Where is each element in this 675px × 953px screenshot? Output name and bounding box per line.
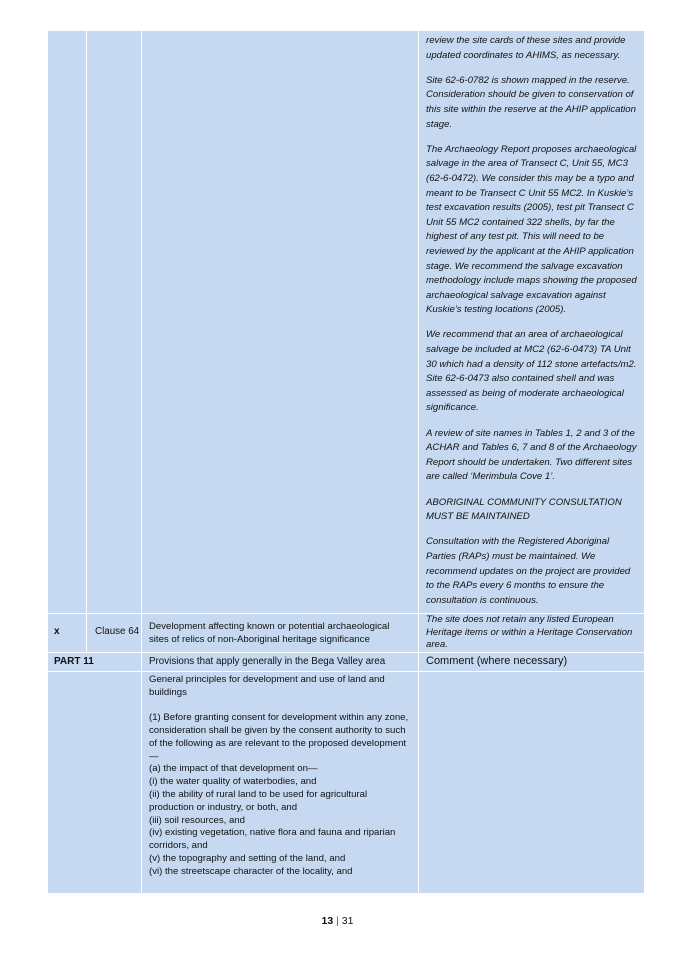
general-text-cell [142, 672, 418, 893]
clause64-mark: x [54, 626, 60, 637]
clause64-comment: The site does not retain any listed European Heritage items or within a Heritage Conservation area. [426, 614, 633, 651]
part11-description-cell [142, 653, 418, 671]
clause64-description-cell [142, 614, 418, 652]
part11-comment-header: Comment (where necessary) [426, 655, 568, 667]
page-separator: | [333, 915, 342, 927]
row-top-comment [419, 31, 644, 613]
page-footer [0, 915, 675, 927]
general-item: (vi) the streetscape character of the locality, and [149, 865, 353, 877]
clause64-description: Development affecting known or potential archaeological sites of relics of non-Aboriginal heritage significance [149, 621, 390, 645]
part11-label: PART 11 [54, 656, 94, 667]
clause64-mark-cell [48, 614, 86, 652]
general-comment-cell [419, 672, 644, 893]
row-top-col2 [87, 31, 141, 613]
general-item: (iv) existing vegetation, native flora and fauna and riparian corridors, and [149, 827, 396, 852]
comment-paragraph: We recommend that an area of archaeological salvage be included at MC2 (62-6-0473) TA Unit 30 which had a density of 112 stone artefacts/m2. Site 62-6-0473 also contained shell and was assessed as being of moderate archaeological significance. [426, 329, 637, 414]
row-top-col1 [48, 31, 86, 613]
general-text [149, 674, 413, 879]
part11-label-cell [48, 653, 141, 671]
clause64-clause-cell [87, 614, 141, 652]
general-left-cell [48, 672, 141, 893]
general-item: (ii) the ability of rural land to be used for agricultural production or industry, or both, and [149, 788, 368, 813]
general-heading: General principles for development and use of land and buildings [149, 674, 385, 698]
clause64-comment-cell [419, 614, 644, 652]
page-total: 31 [341, 915, 354, 927]
comment-paragraph: Consultation with the Registered Aboriginal Parties (RAPs) must be maintained. We recommend updates on the project are provided to the RAPs every 6 months to ensure the consultation is continuous. [426, 536, 631, 606]
general-item: (iii) soil resources, and [149, 814, 245, 826]
row-top-col3 [142, 31, 418, 613]
part11-comment-header-cell [419, 653, 644, 671]
clause64-clause: Clause 64 [95, 626, 140, 637]
comment-paragraph: A review of site names in Tables 1, 2 and 3 of the ACHAR and Tables 6, 7 and 8 of the Archaeology Report should be undertaken. Two different sites are called ‘Merimbula Cove 1’. [426, 427, 637, 483]
part11-description: Provisions that apply generally in the Bega Valley area [149, 656, 386, 667]
general-item: (a) the impact of that development on— [149, 763, 318, 775]
general-item: (i) the water quality of waterbodies, and [149, 776, 317, 788]
planning-table [48, 31, 644, 893]
comment-paragraph: The Archaeology Report proposes archaeological salvage in the area of Transect C, Unit 55, MC3 (62-6-0472). We consider this may be a typo and meant to be Transect C Unit 55 MC2. In Kuskie’s test excavation results (2005), test pit Transect C Unit 55 MC2 contained 322 shells, by far the highest of any test pit. This will need to be reviewed by the applicant at the AHIP application stage. We recommend the salvage excavation methodology include maps showing the proposed archaeological salvage excavation against Kuskie’s testing locations (2005). [426, 143, 637, 316]
general-intro: (1) Before granting consent for development within any zone, consideration shall be given by the consent authority to such of the following as are relevant to the proposed development— [149, 712, 409, 762]
general-item: (v) the topography and setting of the land, and [149, 852, 346, 864]
comment-paragraph: review the site cards of these sites and provide updated coordinates to AHIMS, as necessary. [426, 35, 626, 61]
page-number: 13 [321, 915, 334, 927]
comment-paragraph: Site 62-6-0782 is shown mapped in the reserve. Consideration should be given to conservation of this site within the reserve at the AHIP application stage. [426, 74, 636, 130]
comment-heading: ABORIGINAL COMMUNITY CONSULTATION MUST BE MAINTAINED [426, 496, 622, 523]
